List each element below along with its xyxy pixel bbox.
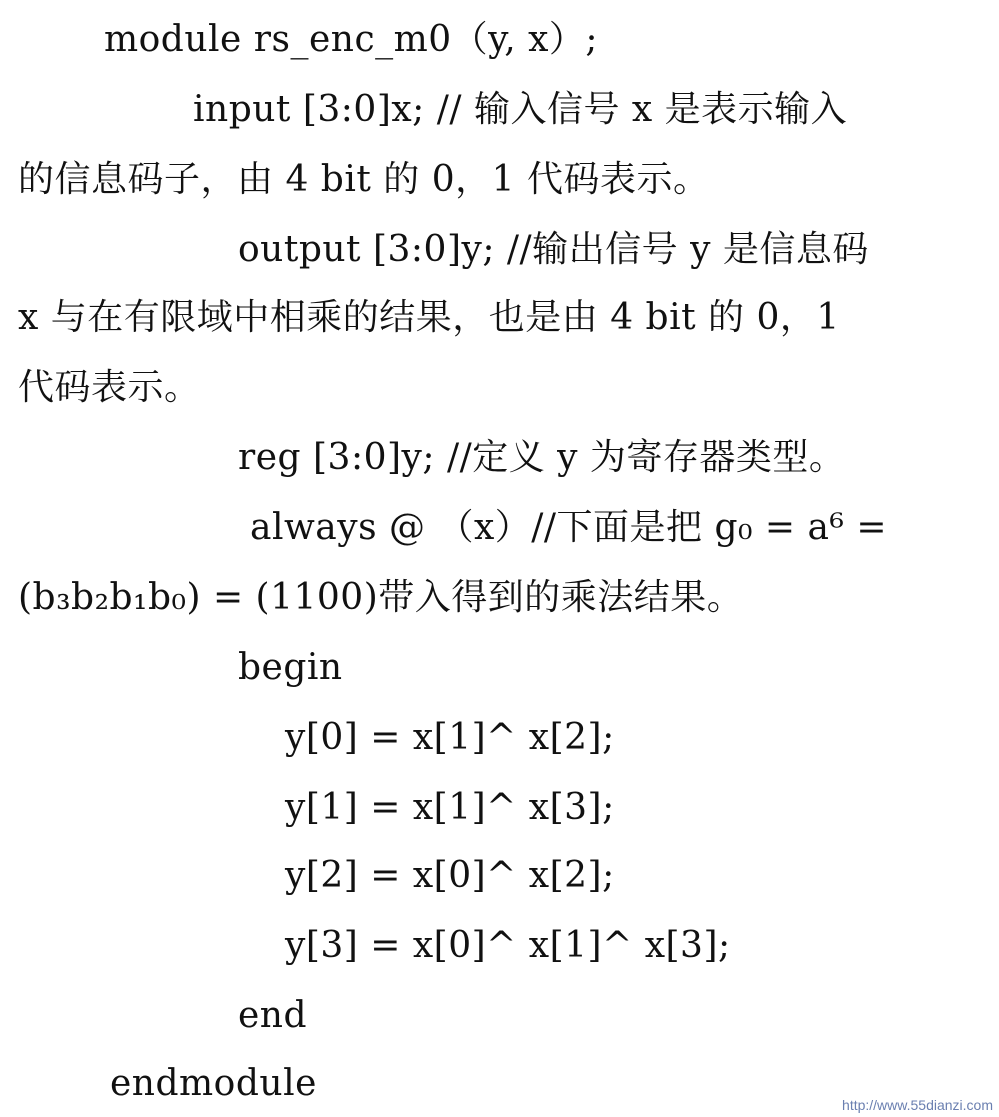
always-block-comment-line-2: (b₃b₂b₁b₀) = (1100)带入得到的乘法结果。 xyxy=(18,577,744,618)
input-declaration-line-2: 的信息码子，由 4 bit 的 0，1 代码表示。 xyxy=(18,159,710,200)
output-declaration-line-1: output [3:0]y; //输出信号 y 是信息码 xyxy=(238,229,869,270)
output-declaration-line-3: 代码表示。 xyxy=(18,367,201,408)
endmodule-keyword: endmodule xyxy=(110,1063,317,1104)
assignment-y2: y[2] = x[0]^ x[2]; xyxy=(285,855,615,896)
watermark-url: http://www.55dianzi.com xyxy=(842,1097,993,1113)
reg-declaration: reg [3:0]y; //定义 y 为寄存器类型。 xyxy=(238,437,846,478)
input-declaration-line-1: input [3:0]x; // 输入信号 x 是表示输入 xyxy=(193,89,848,130)
assignment-y3: y[3] = x[0]^ x[1]^ x[3]; xyxy=(285,925,731,966)
assignment-y0: y[0] = x[1]^ x[2]; xyxy=(285,717,615,758)
output-declaration-line-2: x 与在有限域中相乘的结果，也是由 4 bit 的 0，1 xyxy=(18,297,840,338)
always-block-comment-line-1: always @ （x）//下面是把 g₀ = a⁶ = xyxy=(250,507,887,548)
module-declaration: module rs_enc_m0（y, x）; xyxy=(104,19,599,60)
end-keyword: end xyxy=(238,995,308,1036)
assignment-y1: y[1] = x[1]^ x[3]; xyxy=(285,787,615,828)
begin-keyword: begin xyxy=(238,647,343,688)
